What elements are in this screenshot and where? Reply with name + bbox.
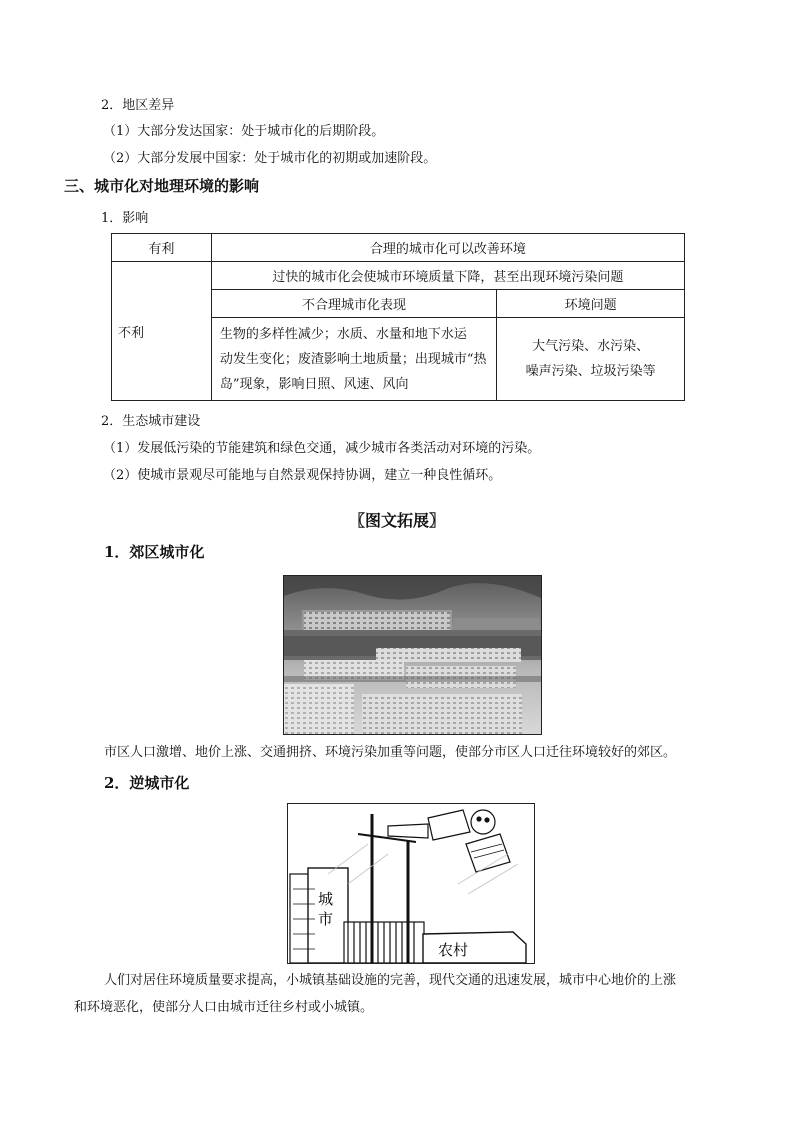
suburban-photo xyxy=(283,575,542,735)
counter-urbanization-cartoon xyxy=(287,803,535,964)
section2-line1: （1）大部分发达国家：处于城市化的后期阶段。 xyxy=(103,124,385,139)
col-left-header: 不合理城市化表现 xyxy=(211,290,496,318)
impact-table xyxy=(111,233,685,401)
eco-line1: （1）发展低污染的节能建筑和绿色交通，减少城市各类活动对环境的污染。 xyxy=(103,441,541,456)
cartoon-village-label: 农村 xyxy=(438,941,469,959)
cartoon-drawing xyxy=(288,804,534,963)
cartoon-city-char1: 城 xyxy=(318,890,334,908)
table-row xyxy=(112,262,685,290)
expansion-title: 〖图文拓展〗 xyxy=(348,511,445,530)
cartoon-city-char2: 市 xyxy=(318,910,334,928)
section2-heading: 2．地区差异 xyxy=(101,98,175,113)
problem-cell xyxy=(497,318,685,401)
manifestation-line3: 岛”现象，影响日照、风速、风向 xyxy=(219,376,409,392)
item2-text-line1: 人们对居住环境质量要求提高，小城镇基础设施的完善，现代交通的迅速发展，城市中心地价的上涨 xyxy=(104,973,677,988)
manifestation-cell xyxy=(211,318,496,401)
eco-line2: （2）使城市景观尽可能地与自然景观保持协调，建立一种良性循环。 xyxy=(103,468,502,483)
unfavorable-summary: 过快的城市化会使城市环境质量下降，甚至出现环境污染问题 xyxy=(211,262,684,290)
problem-line2: 噪声污染、垃圾污染等 xyxy=(525,364,656,379)
section3-sub2: 2．生态城市建设 xyxy=(101,414,201,429)
item2-heading: 2．逆城市化 xyxy=(104,774,190,792)
item2-text-line2: 和环境恶化，使部分人口由城市迁往乡村或小城镇。 xyxy=(74,1000,374,1015)
manifestation-line1: 生物的多样性减少；水质、水量和地下水运 xyxy=(219,326,467,342)
favorable-label: 有利 xyxy=(112,234,212,262)
item1-text: 市区人口激增、地价上涨、交通拥挤、环境污染加重等问题，使部分市区人口迁往环境较好的郊区。 xyxy=(104,745,677,760)
favorable-value: 合理的城市化可以改善环境 xyxy=(211,234,684,262)
unfavorable-label: 不利 xyxy=(112,262,212,401)
col-right-header: 环境问题 xyxy=(497,290,685,318)
manifestation-line2: 动发生变化；废渣影响土地质量；出现城市“热 xyxy=(219,351,487,367)
problem-line1: 大气污染、水污染、 xyxy=(532,339,650,354)
section2-line2: （2）大部分发展中国家：处于城市化的初期或加速阶段。 xyxy=(103,151,437,166)
table-row xyxy=(112,234,685,262)
section3-heading: 三、城市化对地理环境的影响 xyxy=(64,177,260,195)
item1-heading: 1．郊区城市化 xyxy=(104,543,205,561)
section3-sub1: 1．影响 xyxy=(101,211,149,226)
suburban-photo-image xyxy=(284,576,541,734)
